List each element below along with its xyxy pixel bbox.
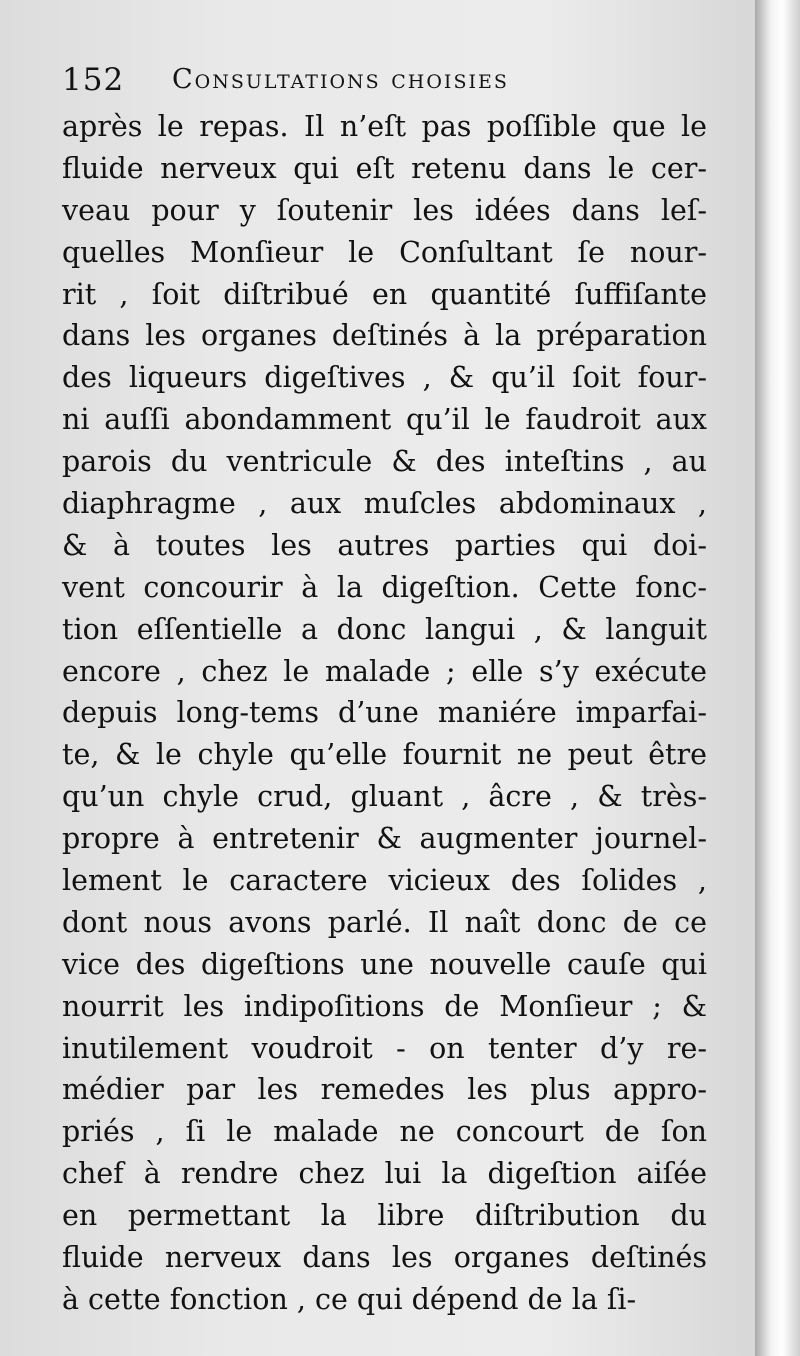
text-line: à cette fonction , ce qui dépend de la ſi- xyxy=(62,1282,637,1316)
text-line: priés , ſi le malade ne concourt de ſon xyxy=(62,1115,707,1149)
body-text xyxy=(62,106,707,1321)
text-line: nourrit les indipoſitions de Monſieur ; & xyxy=(62,989,707,1023)
text-line: ni auſſi abondamment qu’il le faudroit aux xyxy=(62,403,707,437)
text-line: des liqueurs digeſtives , & qu’il ſoit four- xyxy=(62,361,707,395)
text-line: depuis long-tems d’une maniére imparfai- xyxy=(62,696,707,730)
text-line: quelles Monſieur le Conſultant ſe nour- xyxy=(62,235,707,269)
text-line: médier par les remedes les plus appro- xyxy=(62,1073,707,1107)
running-head: Consultations choisies xyxy=(172,64,509,95)
text-line: après le repas. Il n’eſt pas poſſible que le xyxy=(62,110,707,143)
text-line: propre à entretenir & augmenter journel- xyxy=(62,822,707,856)
text-line: lement le caractere vicieux des ſolides , xyxy=(62,864,707,898)
text-line: dont nous avons parlé. Il naît donc de ce xyxy=(62,905,707,939)
text-line: vice des digeſtions une nouvelle cauſe qui xyxy=(62,947,707,981)
text-line: chef à rendre chez lui la digeſtion aiſée xyxy=(62,1157,707,1191)
text-line: fluide nerveux qui eſt retenu dans le cer- xyxy=(62,151,707,185)
text-line: tion eſſentielle a donc langui , & languit xyxy=(62,612,707,646)
text-line: veau pour y ſoutenir les idées dans leſ- xyxy=(62,193,707,227)
text-line: fluide nerveux dans les organes deſtinés xyxy=(62,1241,707,1275)
text-line: diaphragme , aux muſcles abdominaux , xyxy=(62,487,707,521)
text-line: qu’un chyle crud, gluant , âcre , & très- xyxy=(62,780,707,814)
text-line: te, & le chyle qu’elle fournit ne peut être xyxy=(62,738,707,772)
text-line: rit , ſoit diſtribué en quantité ſuffiſante xyxy=(62,277,707,311)
text-line: en permettant la libre diſtribution du xyxy=(62,1199,707,1233)
text-line: dans les organes deſtinés à la préparation xyxy=(62,319,707,353)
page-header xyxy=(62,62,702,108)
text-line: encore , chez le malade ; elle s’y exécute xyxy=(62,654,707,688)
text-line: inutilement voudroit - on tenter d’y re- xyxy=(62,1031,707,1065)
page-edge xyxy=(755,0,800,1356)
text-line: & à toutes les autres parties qui doi- xyxy=(62,528,707,562)
page-number: 152 xyxy=(62,62,125,98)
text-line: parois du ventricule & des inteſtins , au xyxy=(62,445,707,479)
text-line: vent concourir à la digeſtion. Cette fonc- xyxy=(62,570,707,604)
